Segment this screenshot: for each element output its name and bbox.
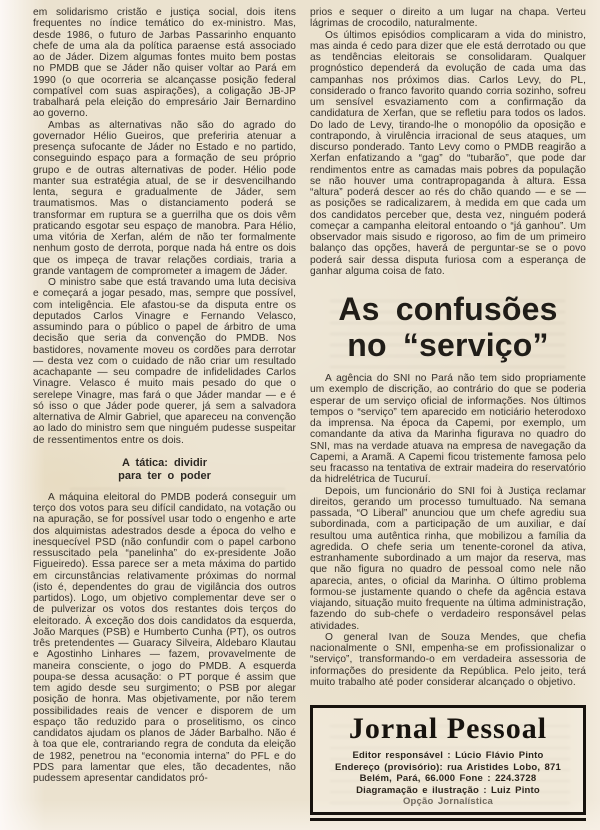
body-paragraph-continuation: prios e sequer o direito a um lugar na chapa. Verteu lágrimas de crocodilo, naturalmente. [310, 7, 586, 30]
section-subhead [33, 457, 296, 483]
masthead-address-line: Endereço (provisório): rua Aristides Lobo, 871 [335, 761, 561, 773]
body-paragraph: O ministro sabe que está travando uma luta decisiva e começará a jogar pesado, mas, sempre que possível, com inteligência. Ele afastou-se da disputa entre os deputados Carlos Vinagre e Fernando Velasco, assumindo para o público o papel de árbitro de uma decisão que seria da convenção do PMDB. Nos bastidores, novamente moveu os cordões para derrotar — desta vez com o cuidado de não criar um resultado acachapante — seu compadre de infidelidades Carlos Vinagre. Velasco é muito mais pesado do que o serelepe Vinagre, mas fará o que Jáder mandar — e é só isso o que Jáder pode querer, já sem a salvadora alternativa de Almir Gabriel, que apareceu na convenção ao lado do ministro sem que ninguém pudesse suspeitar de ressentimentos entre os dois. [33, 277, 296, 446]
subhead-line-1: A tática: dividir [121, 456, 208, 469]
masthead-underline-rule [310, 818, 586, 821]
masthead-imprint-line: Opção Jornalística [402, 796, 494, 808]
masthead-editor-line: Editor responsável : Lúcio Flávio Pinto [352, 750, 544, 761]
masthead-box [310, 705, 586, 815]
text-columns [33, 7, 586, 830]
subhead-line-2: para ter o poder [118, 469, 211, 482]
masthead-title: Jornal Pessoal [348, 712, 548, 745]
body-paragraph: A máquina eleitoral do PMDB poderá conseguir um terço dos votos para seu difícil candidato, na votação ou na apuração, se for possível usar todo o engenho e arte dos alquimistas adestrados desde a época do velho e inesquecível PSD (não confundir com o papel carbono ressuscitado pela “panelinha” do ex-presidente João Figueiredo). Essa parece ser a meta máxima do partido em circunstâncias relativamente próximas do normal (isto é, dependentes do grau de vigilância dos outros partidos). Logo, um objetivo complementar deve ser o de pulverizar os votos dos restantes dois terços do eleitorado. À exceção dos dois candidatos da esquerda, João Marques (PSB) e Humberto Cunha (PT), os outros três pretendentes — Guaracy Silveira, Aldebaro Klautau e Agostinho Linhares — fazem, provavelmente de maneira consciente, o jogo do PMDB. A esquerda poupa-se dessa acusação: o PT porque é assim que tem agido desde seu surgimento; o PSB por alegar posição de honra. Mas objetivamente, por não terem possibilidades reais de vencer e disporem de um espaço tão reduzido para o proselitismo, os cinco candidatos ajudam os planos de Jáder Barbalho. Não é à toa que ele, contrariando regra de conduta da eleição de 1982, penetrou na “economia interna” do PFL e do PDS para lamentar que eles, tão decadentes, não pudessem apresentar candidatos pró- [33, 491, 296, 784]
masthead-design-line: Diagramação e ilustração : Luiz Pinto [356, 784, 540, 796]
body-paragraph-continuation: em solidarismo cristão e justiça social, dois itens frequentes no índice temático do ex-ministro. Mas, desde 1986, o futuro de Jarbas Passarinho enquanto chefe de uma ala da política paraense está associado ao de Jáder. Dizem algumas fontes muito bem postas no PMDB que se Jáder não quiser voltar ao Pará em 1990 (o que ocorreria se alcançasse posição federal compatível com suas aspirações), a coligação JB-JP trabalhará pela eleição do empresário Jair Bernardino ao governo. [33, 7, 296, 120]
right-column [310, 7, 586, 830]
masthead-city-phone-line: Belém, Pará, 66.000 Fone : 224.3728 [359, 773, 537, 785]
body-paragraph: O general Ivan de Souza Mendes, que chefia nacionalmente o SNI, empenha-se em profissionalizar o “serviço”, transformando-o em verdadeira assessoria de informações do presidente da República. Pelo jeito, terá muito trabalho até poder considerar alcançado o objetivo. [310, 631, 586, 688]
body-paragraph: A agência do SNI no Pará não tem sido propriamente um exemplo de discrição, ao contrário do que se poderia esperar de um serviço oficial de informações. Nos últimos tempos o “serviço” tem aparecido em noticiário heterodoxo da imprensa. Na época da Capemi, por exemplo, um comandante da ativa da Marinha figurava no quadro do SNI, mas na verdade atuava na empresa de navegação da Capemi, a Aramã. A Capemi ficou tristemente famosa pelo seu fracasso na tentativa de extrair madeira do reservatório da hidrelétrica de Tucuruí. [310, 373, 586, 486]
left-column [33, 7, 296, 830]
body-paragraph: Depois, um funcionário do SNI foi à Justiça reclamar direitos, gerando um processo tumultuado. Na semana passada, “O Liberal” anunciou que um chefe agrediu sua subordinada, com a participação de um auxiliar, e daí resultou uma autêntica rinha, que mobilizou a família da agredida. O chefe seria um tenente-coronel da ativa, estranhamente subordinado a um major da reserva, mas que não figura no quadro de pessoal como nele não aparecia, antes, o oficial da Marinha. O último problema formou-se justamente quando o chefe da agência estava viajando, situação muito frequente na última administração, fazendo do sub-chefe o verdadeiro responsável pelas atividades. [310, 485, 586, 632]
body-paragraph: Ambas as alternativas não são do agrado do governador Hélio Gueiros, que preferiria atenuar a presença sufocante de Jáder no Estado e no partido, conseguindo espaço para a formação de seu próprio grupo e de outras alternativas de poder. Hélio pode manter sua estratégia atual, de se ir desvencilhando lenta, segura e gradualmente de Jáder, sem traumatismos. Mas o distanciamento poderá se transformar em ruptura se a guerrilha que os dois vêm praticando esgotar seu espaço de manobra. Para Hélio, uma vitória de Xerfan, além de não ter formalmente nenhum gosto de derrota, porque nada há entre os dois que os impeça de travar relações cordiais, traria a grande vantagem de comprometer a imagem de Jáder. [33, 119, 296, 277]
headline-line-2: no “serviço” [347, 327, 549, 363]
body-paragraph: Os últimos episódios complicaram a vida do ministro, mas ainda é cedo para dizer que ele está derrotado ou que as tendências eleitorais se consolidaram. Qualquer prognóstico dependerá da evolução de cada uma das campanhas nos próximos dias. Carlos Levy, do PL, considerado o franco favorito quando corria sozinho, sofreu um sensível esvaziamento com a confirmação da candidatura de Xerfan, que se refletiu para todos os lados. Do lado de Levy, tirando-lhe o monopólio da oposição e contrapondo, à virulência irracional de seus ataques, um discurso ponderado. Tanto Levy como o PMDB reagirão a Xerfan enfatizando a “gag” do “tubarão”, que pode dar rendimentos entre as camadas mais pobres da população se não houver uma contrapropaganda à altura. Essa “altura” poderá descer ao rés do chão quando — e se — as posições se radicalizarem, à medida em que cada um dos candidatos perceber que, desta vez, ninguém poderá começar a campanha eleitoral entoando o “já ganhou”. Um observador mais sisudo e rigoroso, ao fim de um primeiro balanço das opções, haverá de perguntar-se se o povo poderá sair dessa disputa furiosa com a esperança de ganhar alguma coisa de fato. [310, 29, 586, 277]
article-headline [310, 291, 586, 363]
headline-line-1: As confusões [338, 291, 558, 327]
